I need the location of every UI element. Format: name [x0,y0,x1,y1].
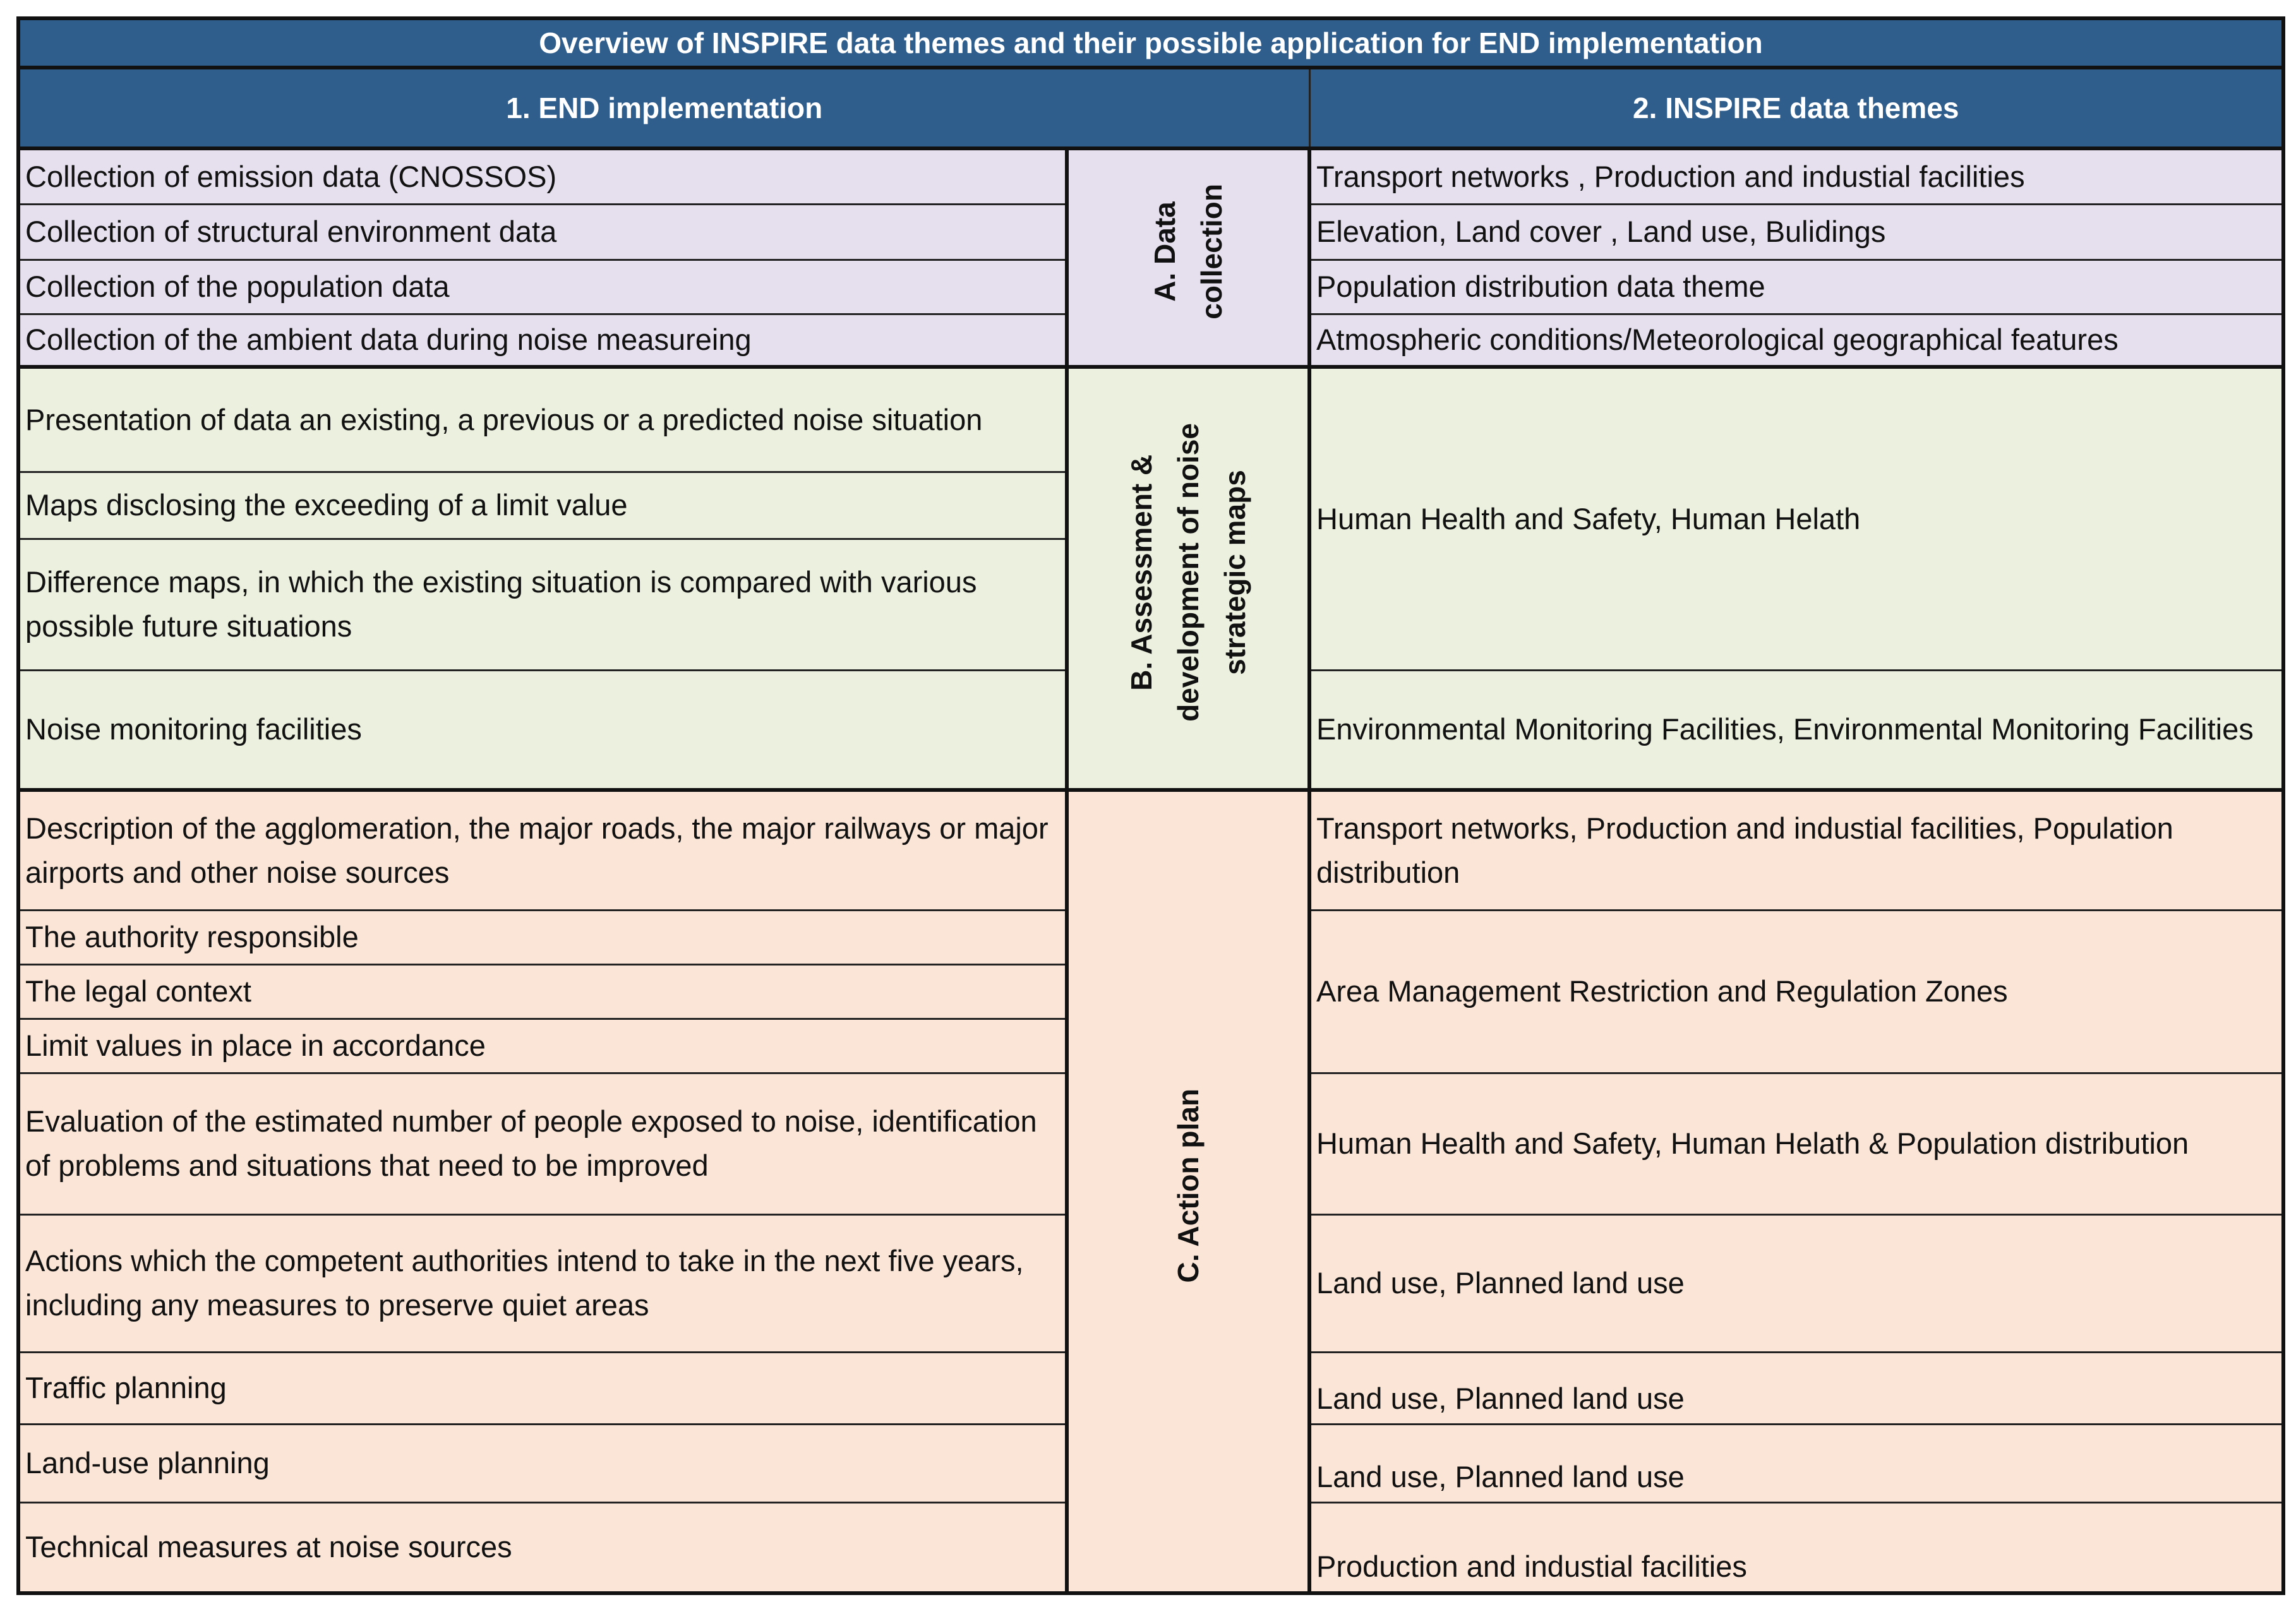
table-row [18,148,2283,204]
section-b-label-cell [1067,367,1309,790]
inspire-theme: Human Health and Safety, Human Helath & Population distribution [1309,1073,2283,1214]
end-item: Limit values in place in accordance [18,1019,1067,1073]
end-item: Traffic planning [18,1352,1067,1424]
header-end-implementation: 1. END implementation [18,68,1309,148]
end-item: Actions which the competent authorities intend to take in the next five years, including any measures to preserve quiet areas [18,1214,1067,1352]
section-label: C. Action plan [1172,1088,1205,1283]
end-item: The legal context [18,964,1067,1019]
end-item: Noise monitoring facilities [18,670,1067,790]
header-row [18,68,2283,148]
title-row [18,18,2283,68]
end-item: Collection of the population data [18,260,1067,314]
section-label: A. Data collection [1148,184,1228,320]
inspire-theme: Elevation, Land cover , Land use, Bulidings [1309,204,2283,260]
inspire-theme: Transport networks , Production and industial facilities [1309,148,2283,204]
inspire-theme: Human Health and Safety, Human Helath [1309,367,2283,670]
end-item: Collection of emission data (CNOSSOS) [18,148,1067,204]
inspire-theme: Land use, Planned land use [1309,1214,2283,1352]
end-item: Evaluation of the estimated number of people exposed to noise, identification of problems and situations that need to be improved [18,1073,1067,1214]
overview-table-wrapper [16,16,2285,1595]
overview-table [16,16,2285,1595]
end-item: Collection of the ambient data during noise measureing [18,314,1067,367]
end-item: Land-use planning [18,1424,1067,1502]
inspire-theme: Land use, Planned land use [1309,1352,2283,1424]
section-c-label-cell [1067,790,1309,1593]
table-row [18,790,2283,910]
inspire-theme: Population distribution data theme [1309,260,2283,314]
table-title: Overview of INSPIRE data themes and their possible application for END implementation [18,18,2283,68]
inspire-theme: Transport networks, Production and industial facilities, Population distribution [1309,790,2283,910]
end-item: Description of the agglomeration, the major roads, the major railways or major airports and other noise sources [18,790,1067,910]
end-item: Technical measures at noise sources [18,1502,1067,1593]
end-item: Difference maps, in which the existing situation is compared with various possible future situations [18,539,1067,670]
inspire-theme: Environmental Monitoring Facilities, Environmental Monitoring Facilities [1309,670,2283,790]
header-inspire-data-themes: 2. INSPIRE data themes [1309,68,2283,148]
end-item: Maps disclosing the exceeding of a limit value [18,472,1067,539]
table-row [18,367,2283,472]
inspire-theme: Land use, Planned land use [1309,1424,2283,1502]
inspire-theme: Production and industial facilities [1309,1502,2283,1593]
inspire-theme: Atmospheric conditions/Meteorological geographical features [1309,314,2283,367]
end-item: Presentation of data an existing, a previous or a predicted noise situation [18,367,1067,472]
section-a-label-cell [1067,148,1309,367]
end-item: Collection of structural environment data [18,204,1067,260]
end-item: The authority responsible [18,910,1067,964]
inspire-theme: Area Management Restriction and Regulation Zones [1309,910,2283,1073]
section-label: B. Assessment & development of noise strategic maps [1125,423,1251,722]
